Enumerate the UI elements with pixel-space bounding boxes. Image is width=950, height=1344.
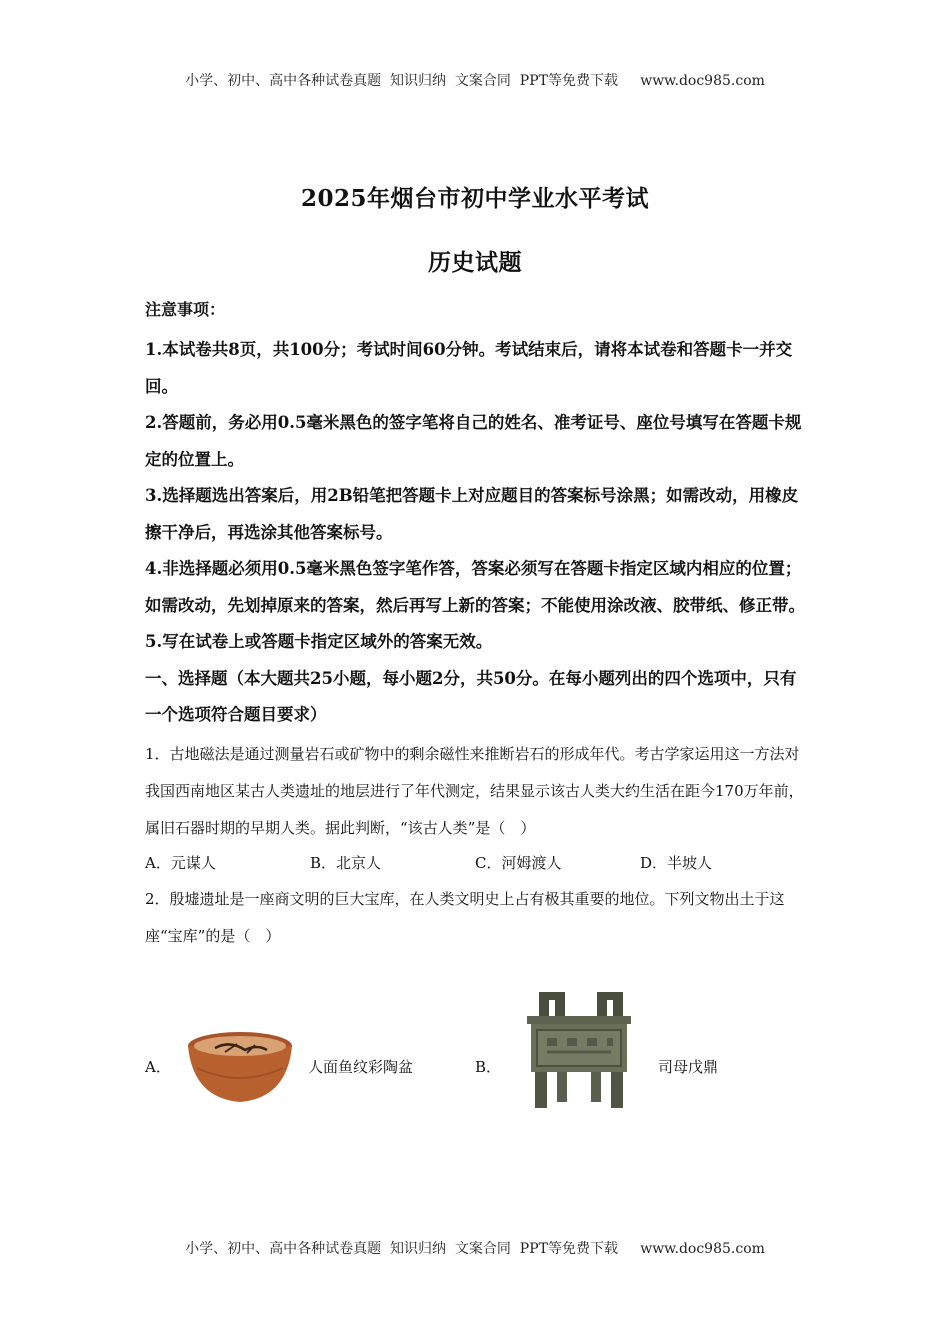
question-1-options (145, 847, 810, 879)
page-header: 小学、初中、高中各种试卷真题 知识归纳 文案合同 PPT等免费下载 www.doc985.com (185, 73, 765, 89)
note-item-2: 2.答题前，务必用0.5毫米黑色的签字笔将自己的姓名、准考证号、座位号填写在答题卡规定的位置上。 (145, 413, 802, 469)
note-item-3: 3.选择题选出答案后，用2B铅笔把答题卡上对应题目的答案标号涂黑；如需改动，用橡皮擦干净后，再选涂其他答案标号。 (145, 486, 799, 542)
q2-option-b-caption: 司母戊鼎 (658, 1058, 719, 1076)
question-2-image-options (145, 988, 810, 1118)
note-item-1: 1.本试卷共8页，共100分；考试时间60分钟。考试结束后，请将本试卷和答题卡一并交回。 (145, 340, 793, 396)
note-item-5: 5.写在试卷上或答题卡指定区域外的答案无效。 (145, 632, 493, 651)
simuwu-ding-image (523, 992, 635, 1112)
exam-title: 2025年烟台市初中学业水平考试 (300, 185, 649, 212)
pottery-basin-image (185, 1028, 295, 1108)
question-2-text: 2．殷墟遗址是一座商文明的巨大宝库，在人类文明史上占有极其重要的地位。下列文物出土于这座“宝库”的是（ ） (145, 889, 785, 945)
exam-content (145, 296, 810, 955)
notes-heading: 注意事项： (145, 300, 226, 319)
q2-option-a-label: A． (145, 1058, 171, 1076)
q2-option-b-label: B． (475, 1058, 502, 1076)
section-heading: 一、选择题（本大题共25小题，每小题2分，共50分。在每小题列出的四个选项中，只有一个选项符合题目要求） (145, 668, 797, 724)
q1-option-c: C．河姆渡人 (475, 853, 562, 872)
q1-option-a: A．元谋人 (145, 853, 216, 872)
q2-option-a-caption: 人面鱼纹彩陶盆 (308, 1058, 414, 1076)
subject-title: 历史试题 (428, 249, 522, 276)
note-item-4: 4.非选择题必须用0.5毫米黑色签字笔作答，答案必须写在答题卡指定区域内相应的位置；如需改动，先划掉原来的答案，然后再写上新的答案；不能使用涂改液、胶带纸、修正带。 (145, 559, 805, 615)
q1-option-b: B．北京人 (310, 853, 382, 872)
page-footer: 小学、初中、高中各种试卷真题 知识归纳 文案合同 PPT等免费下载 www.doc985.com (185, 1241, 765, 1257)
q1-option-d: D．半坡人 (640, 853, 713, 872)
question-1-text: 1．古地磁法是通过测量岩石或矿物中的剩余磁性来推断岩石的形成年代。考古学家运用这一方法对我国西南地区某古人类遗址的地层进行了年代测定，结果显示该古人类大约生活在距今170万年前，属旧石器时期的早期人类。据此判断，“该古人类”是（ ） (145, 744, 804, 837)
